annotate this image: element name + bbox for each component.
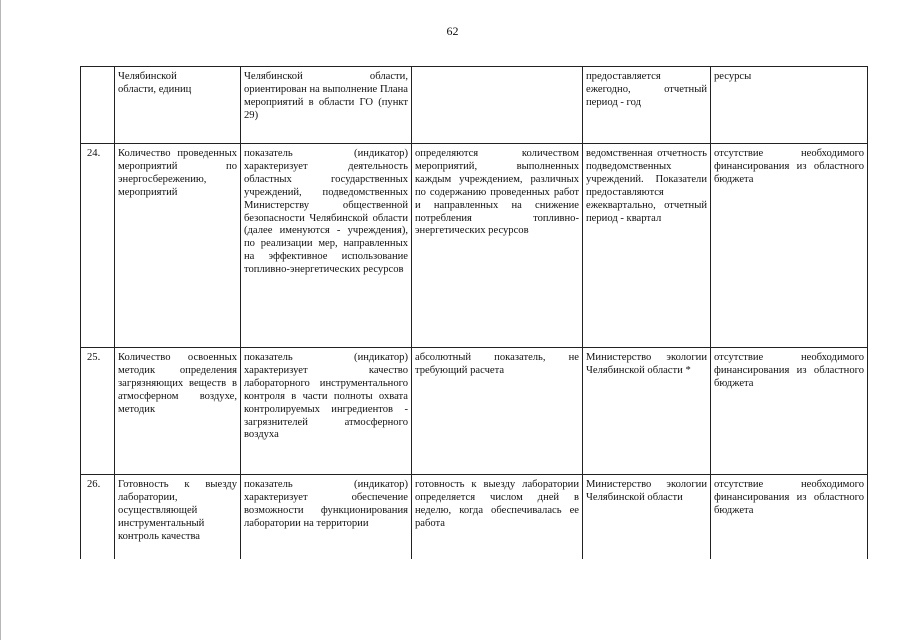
table-row: [81, 144, 868, 348]
indicators-table: [80, 66, 868, 559]
reason-cell: ресурсы: [711, 67, 868, 144]
row-number-cell: 26.: [81, 475, 115, 560]
indicator-description-cell: показатель (индикатор) характеризует обеспечение возможности функционирования лаборатории на территории: [241, 475, 412, 560]
table-row: [81, 475, 868, 560]
data-source-cell: ведомственная отчетность подведомственных учреждений. Показатели предоставляются ежеквартально, отчетный период - квартал: [583, 144, 711, 348]
calculation-method-cell: определяются количеством мероприятий, выполненных каждым учреждением, различных по содержанию проведенных работ и направленных на снижение потребления топливно-энергетических ресурсов: [412, 144, 583, 348]
row-number-cell: [81, 67, 115, 144]
reason-cell: отсутствие необходимого финансирования из областного бюджета: [711, 475, 868, 560]
indicator-name-cell: Количество проведенных мероприятий по энергосбережению, мероприятий: [115, 144, 241, 348]
table-row: [81, 348, 868, 475]
row-number-cell: 25.: [81, 348, 115, 475]
row-number-cell: 24.: [81, 144, 115, 348]
data-source-cell: предоставляется ежегодно, отчетный период - год: [583, 67, 711, 144]
indicator-name-cell: Челябинской области, единиц: [115, 67, 241, 144]
reason-cell: отсутствие необходимого финансирования из областного бюджета: [711, 144, 868, 348]
calculation-method-cell: [412, 67, 583, 144]
data-source-cell: Министерство экологии Челябинской области *: [583, 348, 711, 475]
page-number: 62: [446, 24, 459, 38]
calculation-method-cell: абсолютный показатель, не требующий расчета: [412, 348, 583, 475]
reason-cell: отсутствие необходимого финансирования из областного бюджета: [711, 348, 868, 475]
indicator-name-cell: Готовность к выезду лаборатории, осуществляющей инструментальный контроль качества: [115, 475, 241, 560]
data-source-cell: Министерство экологии Челябинской области: [583, 475, 711, 560]
page-edge-line: [0, 0, 1, 640]
calculation-method-cell: готовность к выезду лаборатории определяется числом дней в неделю, когда обеспечивалась ее работа: [412, 475, 583, 560]
indicator-description-cell: показатель (индикатор) характеризует деятельность областных государственных учреждений, подведомственных Министерству общественной безопасности Челябинской области (далее именуются - учреждения), по реализации мер, направленных на эффективное использование топливно-энергетических ресурсов: [241, 144, 412, 348]
table-row: [81, 67, 868, 144]
indicator-description-cell: показатель (индикатор) характеризует качество лабораторного инструментального контроля в части полноты охвата контролируемых ингредиентов - загрязнителей атмосферного воздуха: [241, 348, 412, 475]
indicator-description-cell: Челябинской области, ориентирован на выполнение Плана мероприятий в области ГО (пункт 29): [241, 67, 412, 144]
indicator-name-cell: Количество освоенных методик определения загрязняющих веществ в атмосферном воздухе, методик: [115, 348, 241, 475]
